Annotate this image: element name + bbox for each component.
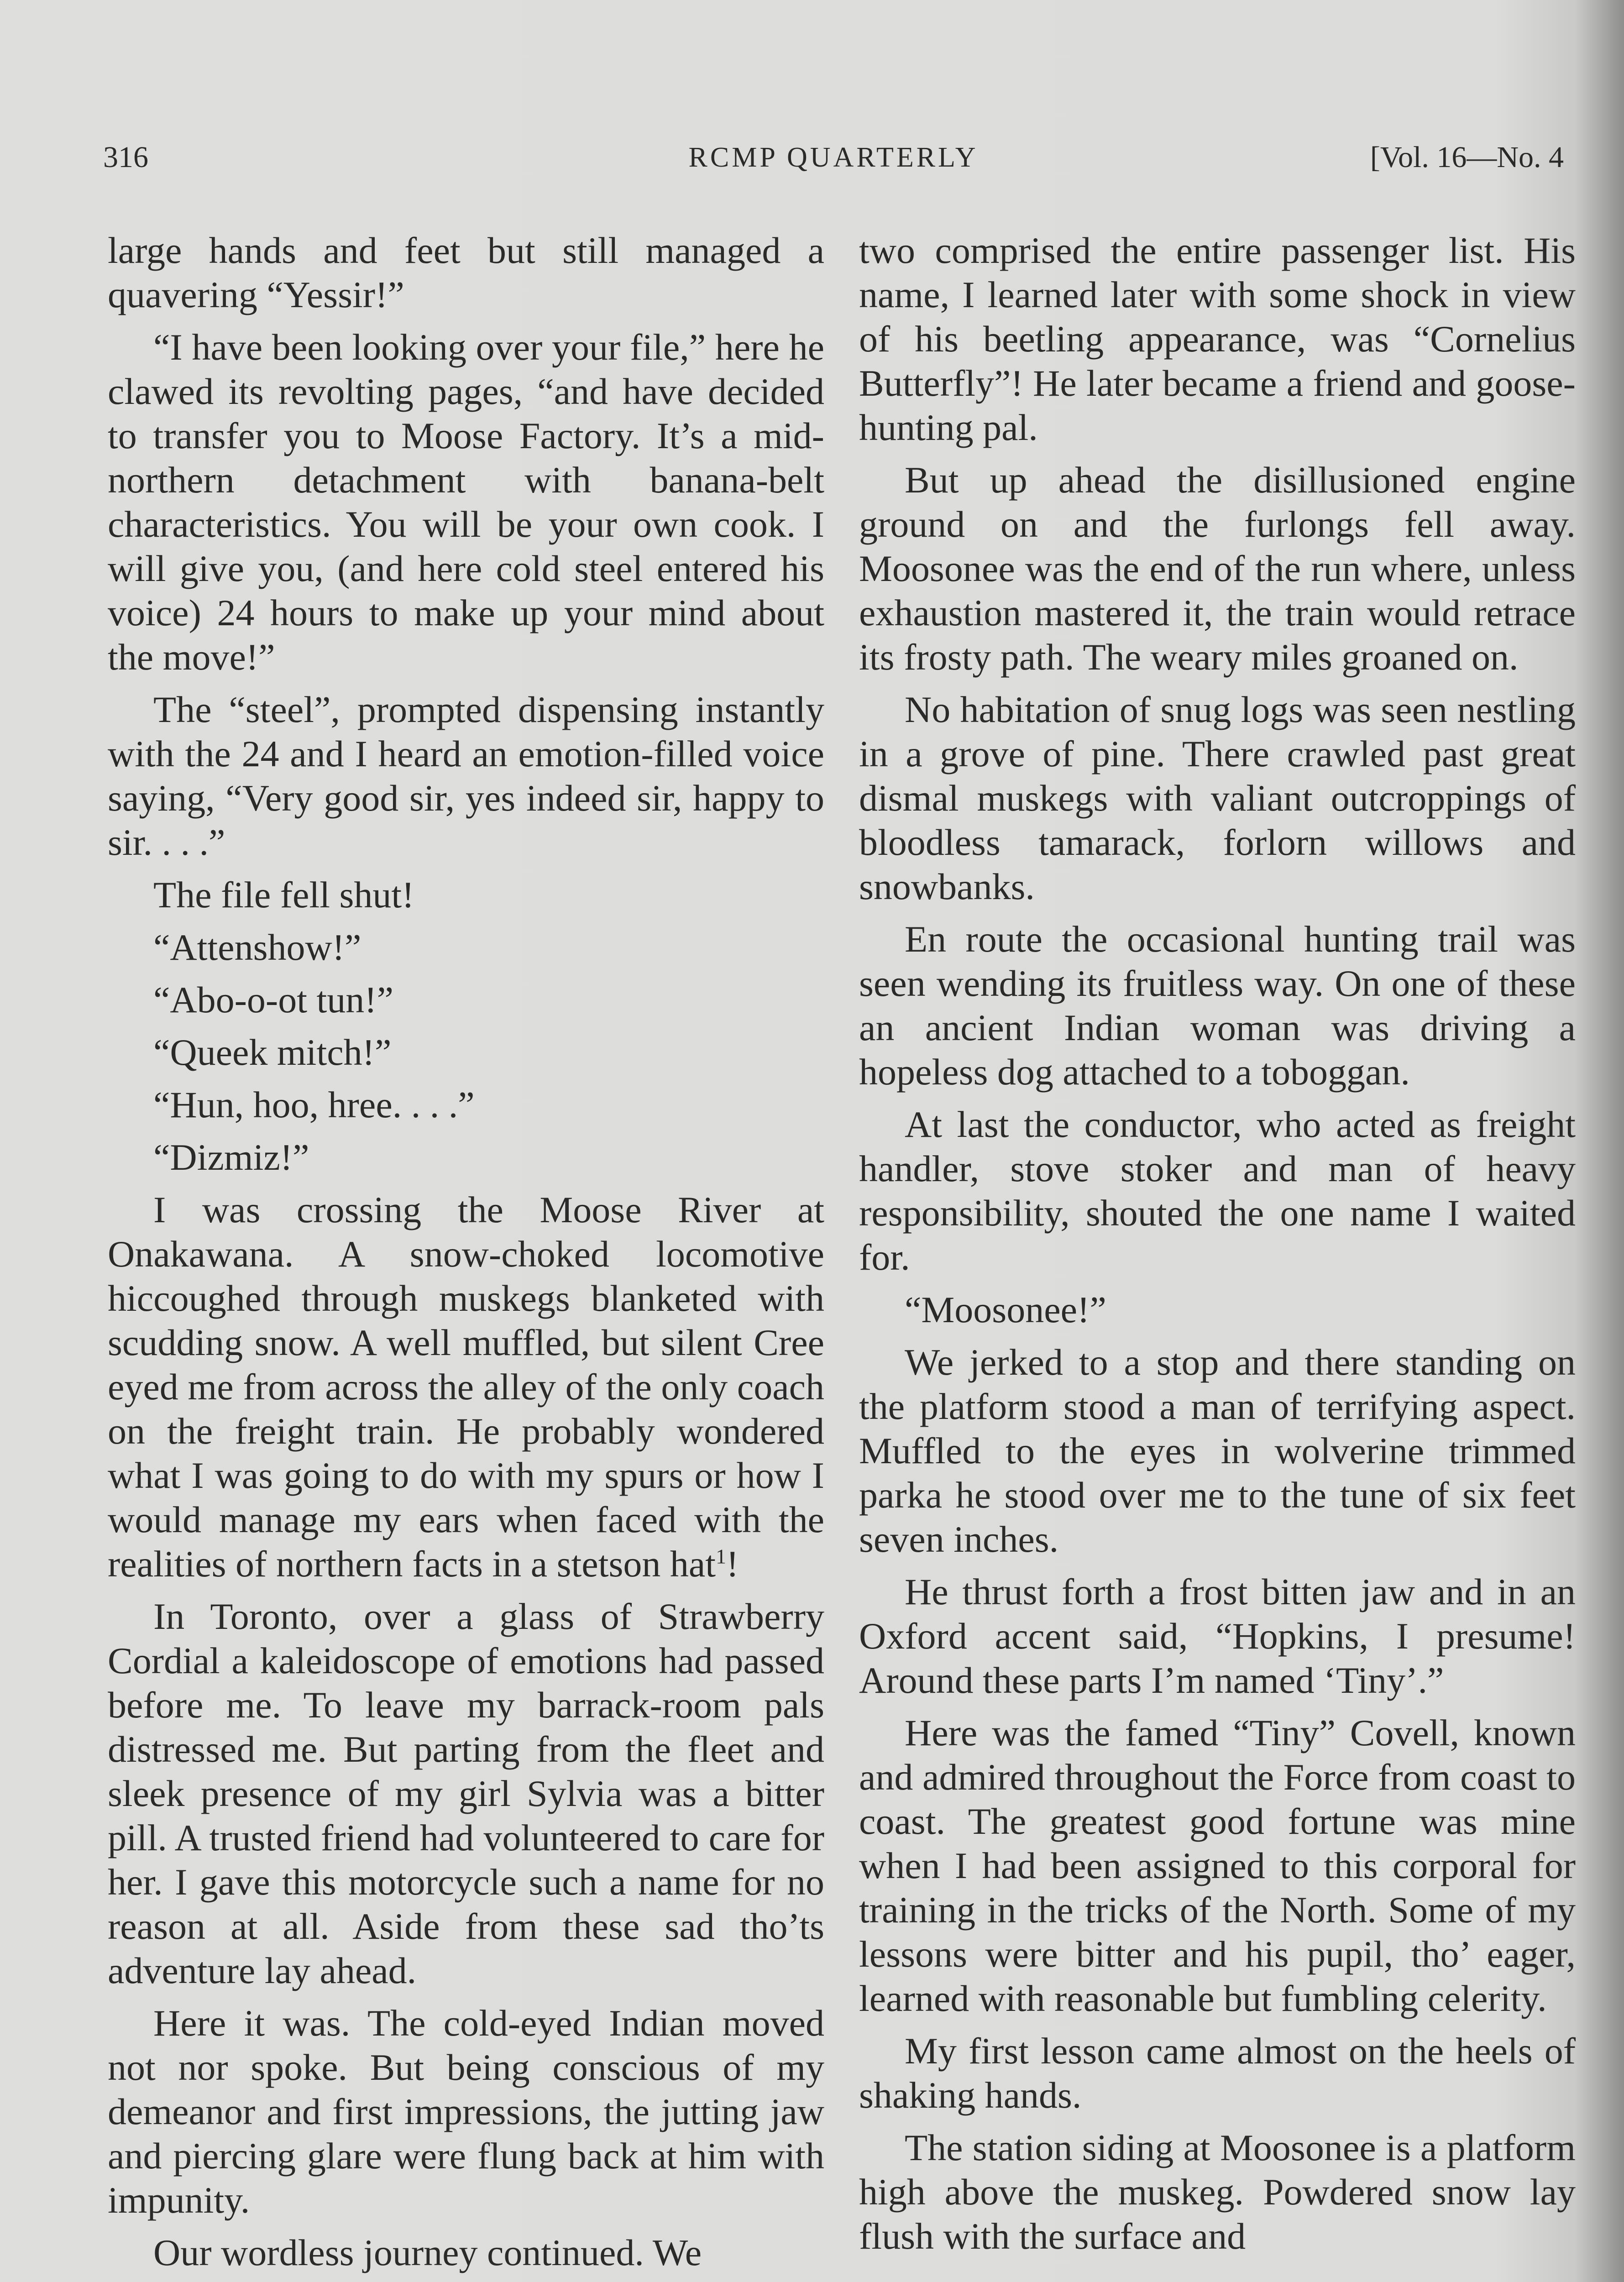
paragraph-text: We jerked to a stop and there standing on the platform stood a man of terrifying aspect. Muffled to the eyes in wolverine trimmed parka he stood over me to the tune of six feet seven inches. xyxy=(859,1341,1576,1560)
paragraph-text: The “steel”, prompted dispensing instantly with the 24 and I heard an emotion-filled voice saying, “Very good sir, yes indeed sir, happy to sir. . . .” xyxy=(108,689,824,863)
paragraph-text: “Hun, hoo, hree. . . .” xyxy=(153,1084,475,1125)
paragraph-text: Our wordless journey continued. We xyxy=(153,2232,702,2273)
paragraph-text: I was crossing the Moose River at Onakawana. A snow-choked locomotive hiccoughed through muskegs blanketed with scudding snow. A well muffled, but silent Cree eyed me from across the alley of the only coach on the freight train. He probably wondered what I was going to do with my spurs or how I would manage my ears when faced with the realities of northern facts in a stetson hat xyxy=(108,1189,824,1585)
paragraph xyxy=(108,325,824,679)
paragraph-text: The station siding at Moosonee is a platform high above the muskeg. Powdered snow lay flush with the surface and xyxy=(859,2127,1576,2257)
paragraph-text: But up ahead the disillusioned engine ground on and the furlongs fell away. Moosonee was the end of the run where, unless exhaustion mastered it, the train would retrace its frosty path. The weary miles groaned on. xyxy=(859,459,1576,678)
paragraph-text: My first lesson came almost on the heels of shaking hands. xyxy=(859,2030,1576,2116)
paragraph xyxy=(108,1083,824,1127)
paragraph xyxy=(108,1188,824,1586)
paragraph xyxy=(108,873,824,917)
paragraph-text: In Toronto, over a glass of Strawberry Cordial a kaleidoscope of emotions had passed before me. To leave my barrack-room pals distressed me. But parting from the fleet and sleek presence of my girl Sylvia was a bitter pill. A trusted friend had volunteered to care for her. I gave this motorcycle such a name for no reason at all. Aside from these sad tho’ts adventure lay ahead. xyxy=(108,1596,824,1991)
paragraph xyxy=(859,1102,1576,1279)
paragraph xyxy=(859,2125,1576,2258)
journal-title: RCMP QUARTERLY xyxy=(688,142,979,173)
paragraph xyxy=(108,1030,824,1074)
paragraph xyxy=(859,1570,1576,1702)
paragraph-text: Here it was. The cold-eyed Indian moved not nor spoke. But being conscious of my demeanor and first impressions, the jutting jaw and piercing glare were flung back at him with impunity. xyxy=(108,2002,824,2221)
page-number: 316 xyxy=(103,141,148,174)
paragraph-text: large hands and feet but still managed a quavering “Yessir!” xyxy=(108,230,824,315)
paragraph xyxy=(108,687,824,864)
paragraph-text: Here was the famed “Tiny” Covell, known and admired throughout the Force from coast to coast. The greatest good fortune was mine when I had been assigned to this corporal for training in the tricks of the North. Some of my lessons were bitter and his pupil, tho’ eager, learned with reasonable but fumbling celerity. xyxy=(859,1712,1576,2019)
paragraph-text: No habitation of snug logs was seen nestling in a grove of pine. There crawled past great dismal muskegs with valiant outcroppings of bloodless tamarack, forlorn willows and snowbanks. xyxy=(859,689,1576,907)
paragraph-text: En route the occasional hunting trail was seen wending its fruitless way. On one of these an ancient Indian woman was driving a hopeless dog attached to a toboggan. xyxy=(859,918,1576,1093)
paragraph xyxy=(108,228,824,317)
paragraph xyxy=(108,2230,824,2275)
paragraph xyxy=(859,1711,1576,2020)
paragraph-text: The file fell shut! xyxy=(153,874,414,916)
paragraph xyxy=(108,2001,824,2222)
right-column xyxy=(859,228,1576,2266)
volume-issue: [Vol. 16—No. 4 xyxy=(1370,141,1564,174)
paragraph-text: “Queek mitch!” xyxy=(153,1031,392,1073)
paragraph-text: two comprised the entire passenger list. His name, I learned later with some shock in view of his beetling appearance, was “Cornelius Butterfly”! He later became a friend and goose-hunting pal. xyxy=(859,230,1576,448)
paragraph-tail: ! xyxy=(726,1543,739,1585)
paragraph-text: “Abo-o-ot tun!” xyxy=(153,979,393,1021)
paragraph xyxy=(859,917,1576,1094)
left-column xyxy=(108,228,824,2282)
footnote-reference: 1 xyxy=(716,1544,727,1568)
paragraph-text: He thrust forth a frost bitten jaw and in an Oxford accent said, “Hopkins, I presume! Around these parts I’m named ‘Tiny’.” xyxy=(859,1571,1576,1701)
paragraph xyxy=(108,978,824,1022)
paragraph xyxy=(859,687,1576,909)
paragraph-text: “I have been looking over your file,” here he clawed its revolting pages, “and have decided to transfer you to Moose Factory. It’s a mid-northern detachment with banana-belt characteristics. You will be your own cook. I will give you, (and here cold steel entered his voice) 24 hours to make up your mind about the move!” xyxy=(108,326,824,678)
paragraph xyxy=(859,2029,1576,2117)
running-head xyxy=(103,137,1564,178)
paragraph xyxy=(859,458,1576,679)
paragraph xyxy=(859,228,1576,450)
paragraph-text: “Attenshow!” xyxy=(153,926,361,968)
paragraph-text: “Moosonee!” xyxy=(905,1289,1106,1330)
paragraph-text: At last the conductor, who acted as freight handler, stove stoker and man of heavy responsibility, shouted the one name I waited for. xyxy=(859,1104,1576,1278)
paragraph xyxy=(108,1594,824,1993)
paragraph-text: “Dizmiz!” xyxy=(153,1136,309,1178)
paragraph xyxy=(108,925,824,969)
paragraph xyxy=(108,1135,824,1179)
paragraph xyxy=(859,1288,1576,1332)
paragraph xyxy=(859,1340,1576,1561)
